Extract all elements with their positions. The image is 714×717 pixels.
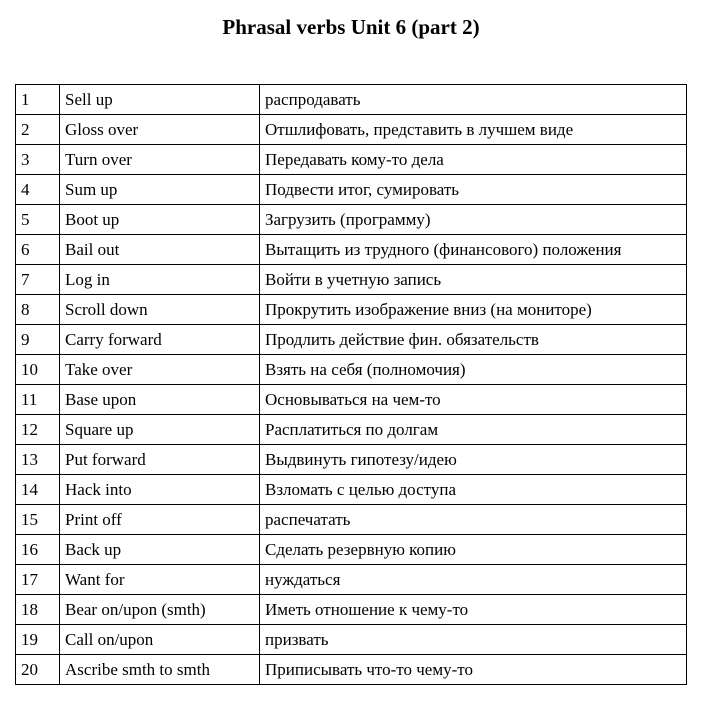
row-number-cell: 6: [16, 235, 60, 265]
phrasal-verb-cell: Print off: [60, 505, 260, 535]
row-number-cell: 19: [16, 625, 60, 655]
table-row: [16, 655, 687, 685]
table-row: [16, 85, 687, 115]
row-number-cell: 11: [16, 385, 60, 415]
phrasal-verb-cell: Bail out: [60, 235, 260, 265]
translation-cell: Взломать с целью доступа: [260, 475, 687, 505]
table-row: [16, 385, 687, 415]
row-number-cell: 4: [16, 175, 60, 205]
translation-cell: Иметь отношение к чему-то: [260, 595, 687, 625]
translation-cell: Сделать резервную копию: [260, 535, 687, 565]
table-row: [16, 415, 687, 445]
translation-cell: Подвести итог, сумировать: [260, 175, 687, 205]
translation-cell: Взять на себя (полномочия): [260, 355, 687, 385]
translation-cell: Передавать кому-то дела: [260, 145, 687, 175]
row-number-cell: 13: [16, 445, 60, 475]
table-row: [16, 625, 687, 655]
translation-cell: Основываться на чем-то: [260, 385, 687, 415]
row-number-cell: 3: [16, 145, 60, 175]
table-row: [16, 265, 687, 295]
table-row: [16, 475, 687, 505]
table-row: [16, 235, 687, 265]
phrasal-verb-cell: Ascribe smth to smth: [60, 655, 260, 685]
translation-cell: Приписывать что-то чему-то: [260, 655, 687, 685]
table-row: [16, 145, 687, 175]
row-number-cell: 1: [16, 85, 60, 115]
table-row: [16, 355, 687, 385]
table-row: [16, 115, 687, 145]
row-number-cell: 18: [16, 595, 60, 625]
row-number-cell: 15: [16, 505, 60, 535]
row-number-cell: 14: [16, 475, 60, 505]
row-number-cell: 12: [16, 415, 60, 445]
translation-cell: Вытащить из трудного (финансового) положения: [260, 235, 687, 265]
phrasal-verb-cell: Sum up: [60, 175, 260, 205]
table-body: [16, 85, 687, 685]
phrasal-verb-cell: Scroll down: [60, 295, 260, 325]
table-row: [16, 445, 687, 475]
phrasal-verb-cell: Carry forward: [60, 325, 260, 355]
phrasal-verb-cell: Back up: [60, 535, 260, 565]
row-number-cell: 10: [16, 355, 60, 385]
row-number-cell: 20: [16, 655, 60, 685]
phrasal-verb-cell: Hack into: [60, 475, 260, 505]
translation-cell: Прокрутить изображение вниз (на мониторе): [260, 295, 687, 325]
phrasal-verb-cell: Square up: [60, 415, 260, 445]
translation-cell: нуждаться: [260, 565, 687, 595]
translation-cell: Расплатиться по долгам: [260, 415, 687, 445]
row-number-cell: 16: [16, 535, 60, 565]
phrasal-verb-cell: Log in: [60, 265, 260, 295]
phrasal-verb-cell: Sell up: [60, 85, 260, 115]
row-number-cell: 7: [16, 265, 60, 295]
phrasal-verb-cell: Turn over: [60, 145, 260, 175]
table-row: [16, 175, 687, 205]
row-number-cell: 17: [16, 565, 60, 595]
phrasal-verb-cell: Boot up: [60, 205, 260, 235]
translation-cell: Загрузить (программу): [260, 205, 687, 235]
table-row: [16, 565, 687, 595]
phrasal-verbs-table: [15, 84, 687, 685]
page-title: Phrasal verbs Unit 6 (part 2): [222, 15, 480, 39]
translation-cell: распечатать: [260, 505, 687, 535]
table-row: [16, 505, 687, 535]
table-row: [16, 325, 687, 355]
phrasal-verb-cell: Bear on/upon (smth): [60, 595, 260, 625]
phrasal-verb-cell: Gloss over: [60, 115, 260, 145]
phrasal-verb-cell: Take over: [60, 355, 260, 385]
phrasal-verb-cell: Call on/upon: [60, 625, 260, 655]
phrasal-verb-cell: Base upon: [60, 385, 260, 415]
translation-cell: Продлить действие фин. обязательств: [260, 325, 687, 355]
translation-cell: призвать: [260, 625, 687, 655]
phrasal-verb-cell: Put forward: [60, 445, 260, 475]
row-number-cell: 8: [16, 295, 60, 325]
row-number-cell: 2: [16, 115, 60, 145]
row-number-cell: 9: [16, 325, 60, 355]
translation-cell: Отшлифовать, представить в лучшем виде: [260, 115, 687, 145]
table-row: [16, 595, 687, 625]
row-number-cell: 5: [16, 205, 60, 235]
translation-cell: Выдвинуть гипотезу/идею: [260, 445, 687, 475]
translation-cell: распродавать: [260, 85, 687, 115]
table-row: [16, 535, 687, 565]
table-row: [16, 205, 687, 235]
phrasal-verb-cell: Want for: [60, 565, 260, 595]
translation-cell: Войти в учетную запись: [260, 265, 687, 295]
table-row: [16, 295, 687, 325]
